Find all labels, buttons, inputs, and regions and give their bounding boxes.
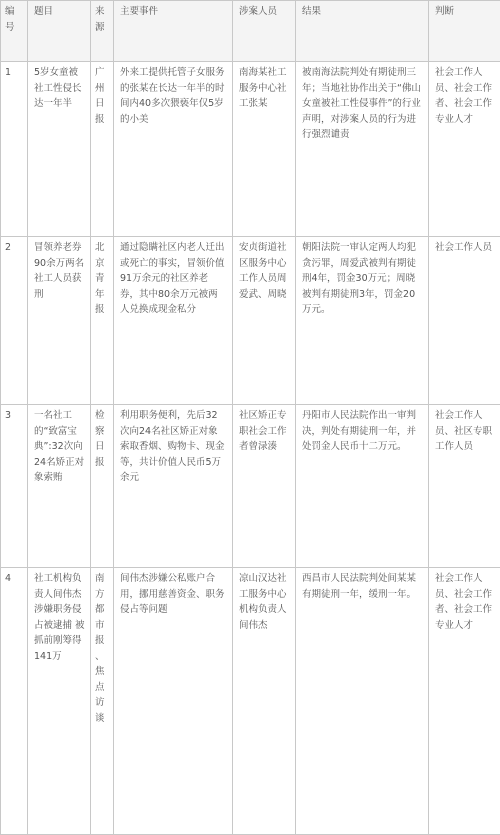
cell-judgement: 社会工作人员 — [429, 237, 500, 405]
cell-people: 凉山汉达社工服务中心机构负责人间伟杰 — [233, 568, 296, 835]
header-source: 来源 — [91, 1, 114, 62]
cell-result: 丹阳市人民法院作出一审判决，判处有期徒刑一年，并处罚金人民币十二万元。 — [296, 405, 429, 568]
table-row — [1, 405, 500, 568]
cell-result: 西昌市人民法院判处间某某有期徒刑一年，缓刑一年。 — [296, 568, 429, 835]
table-header-row — [1, 1, 500, 62]
header-people: 涉案人员 — [233, 1, 296, 62]
cell-id: 4 — [1, 568, 28, 835]
header-result: 结果 — [296, 1, 429, 62]
cell-title: 一名社工的“致富宝典”:32次向24名矫正对象索贿 — [28, 405, 91, 568]
header-judgement: 判断 — [429, 1, 500, 62]
cell-title: 5岁女童被社工性侵长达一年半 — [28, 62, 91, 237]
header-id: 编号 — [1, 1, 28, 62]
cell-id: 2 — [1, 237, 28, 405]
cell-event: 间伟杰涉嫌公私账户合用，挪用慈善资金、职务侵占等问题 — [114, 568, 233, 835]
cell-id: 3 — [1, 405, 28, 568]
cell-title: 社工机构负责人间伟杰涉嫌职务侵占被逮捕 被抓前刚筹得141万 — [28, 568, 91, 835]
cell-judgement: 社会工作人员、社会工作者、社会工作专业人才 — [429, 62, 500, 237]
table-row — [1, 237, 500, 405]
table-row — [1, 568, 500, 835]
cell-result: 朝阳法院一审认定两人均犯贪污罪，周爱武被判有期徒刑4年，罚金30万元；周晓被判有期徒刑3年，罚金20万元。 — [296, 237, 429, 405]
cell-id: 1 — [1, 62, 28, 237]
cell-event: 通过隐瞒社区内老人迁出或死亡的事实，冒领价值91万余元的社区养老券，其中80余万元被两人兑换成现金私分 — [114, 237, 233, 405]
cell-source: 广州日报 — [91, 62, 114, 237]
cell-source: 北京青年报 — [91, 237, 114, 405]
header-title: 题目 — [28, 1, 91, 62]
cell-source: 南方都市报、焦点访谈 — [91, 568, 114, 835]
cell-result: 被南海法院判处有期徒刑三年；当地社协作出关于“佛山女童被社工性侵事件”的行业声明，对涉案人员的行为进行强烈谴责 — [296, 62, 429, 237]
cell-source: 检察日报 — [91, 405, 114, 568]
header-event: 主要事件 — [114, 1, 233, 62]
cell-people: 南海某社工服务中心社工张某 — [233, 62, 296, 237]
cell-people: 社区矫正专职社会工作者曾渌湊 — [233, 405, 296, 568]
cell-title: 冒领养老券90余万两名社工人员获刑 — [28, 237, 91, 405]
cell-judgement: 社会工作人员、社会工作者、社会工作专业人才 — [429, 568, 500, 835]
cell-judgement: 社会工作人员、社区专职工作人员 — [429, 405, 500, 568]
cell-people: 安贞街道社区服务中心工作人员周爱武、周晓 — [233, 237, 296, 405]
cell-event: 利用职务便利，先后32次向24名社区矫正对象索取香烟、购物卡、现金等，共计价值人民币5万余元 — [114, 405, 233, 568]
table-row — [1, 62, 500, 237]
cell-event: 外来工提供托管子女服务的张某在长达一年半的时间内40多次猥亵年仅5岁的小美 — [114, 62, 233, 237]
